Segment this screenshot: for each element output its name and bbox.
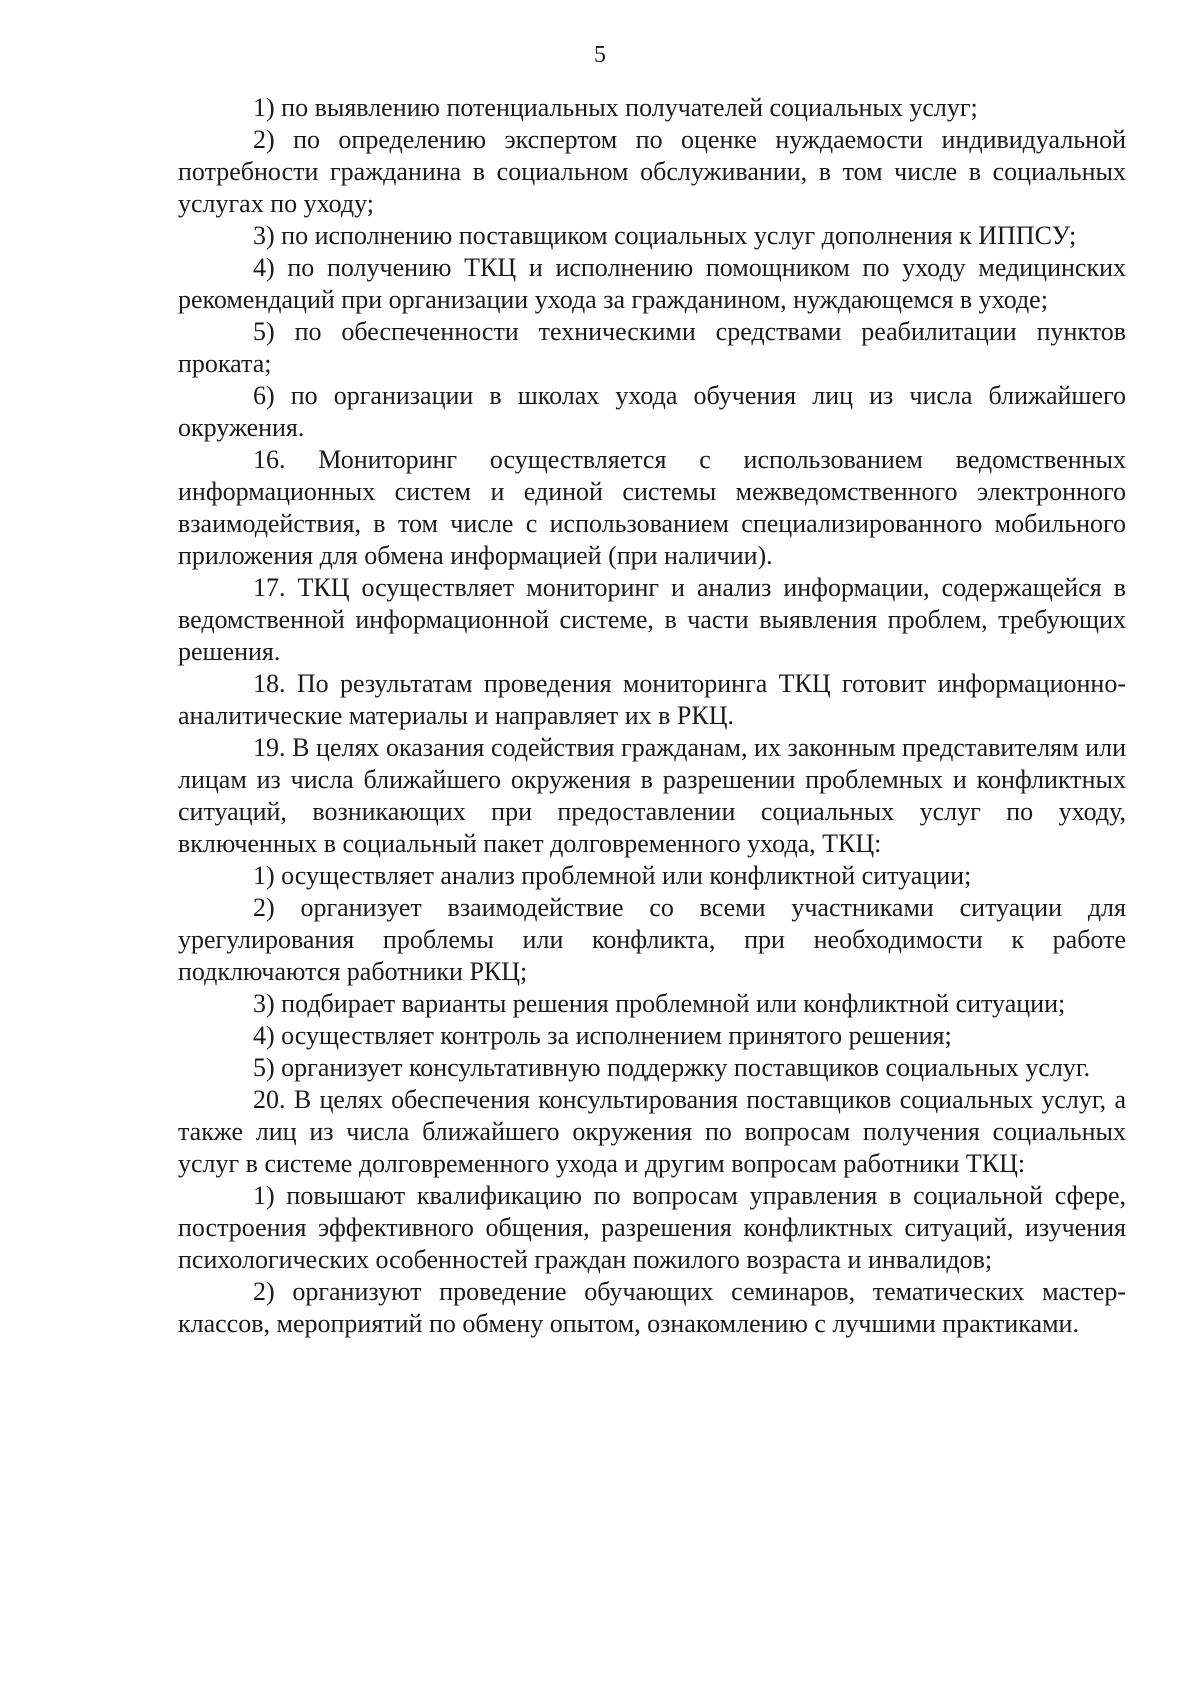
clause-19: 19. В целях оказания содействия гражданам, их законным представителям или лицам из числа ближайшего окружения в разрешении проблемных и конфликтных ситуаций, возникающих при предоставлении социальных услуг по уходу, включенных в социальный пакет долговременного ухода, ТКЦ: [178,733,1126,858]
list-item-expert-assessment: 2) по определению экспертом по оценке нуждаемости индивидуальной потребности гражданина в социальном обслуживании, в том числе в социальных услугах по уходу; [178,125,1126,218]
clause-20-item-2: 2) организуют проведение обучающих семинаров, тематических мастер-классов, мероприятий по обмену опытом, ознакомлению с лучшими практиками. [178,1277,1126,1338]
clause-19-item-2: 2) организует взаимодействие со всеми участниками ситуации для урегулирования проблемы или конфликта, при необходимости к работе подключаются работники РКЦ; [178,893,1126,986]
clause-17: 17. ТКЦ осуществляет мониторинг и анализ информации, содержащейся в ведомственной информационной системе, в части выявления проблем, требующих решения. [178,573,1126,666]
clause-20: 20. В целях обеспечения консультирования поставщиков социальных услуг, а также лиц из числа ближайшего окружения по вопросам получения социальных услуг в системе долговременного ухода и другим вопросам работники ТКЦ: [178,1085,1126,1178]
clause-19-item-4: 4) осуществляет контроль за исполнением принятого решения; [253,1021,952,1050]
page-number: 5 [594,42,606,68]
clause-19-item-5: 5) организует консультативную поддержку поставщиков социальных услуг. [253,1053,1091,1082]
clause-16: 16. Мониторинг осуществляется с использованием ведомственных информационных систем и единой системы межведомственного электронного взаимодействия, в том числе с использованием специализированного мобильного приложения для обмена информацией (при наличии). [178,445,1126,570]
clause-20-item-1: 1) повышают квалификацию по вопросам управления в социальной сфере, построения эффективного общения, разрешения конфликтных ситуаций, изучения психологических особенностей граждан пожилого возраста и инвалидов; [178,1181,1126,1274]
list-item-rehab-equipment: 5) по обеспеченности техническими средствами реабилитации пунктов проката; [178,317,1126,378]
clause-19-item-1: 1) осуществляет анализ проблемной или конфликтной ситуации; [253,861,972,890]
clause-18: 18. По результатам проведения мониторинга ТКЦ готовит информационно-аналитические материалы и направляет их в РКЦ. [178,669,1126,730]
list-item-ippsu-supplement: 3) по исполнению поставщиком социальных услуг дополнения к ИППСУ; [253,221,1077,250]
list-item-medical-recommendations: 4) по получению ТКЦ и исполнению помощником по уходу медицинских рекомендаций при организации ухода за гражданином, нуждающемся в уходе; [178,253,1126,314]
list-item-care-schools: 6) по организации в школах ухода обучения лиц из числа ближайшего окружения. [178,381,1126,442]
list-item-identifying-recipients: 1) по выявлению потенциальных получателей социальных услуг; [253,93,978,122]
clause-19-item-3: 3) подбирает варианты решения проблемной или конфликтной ситуации; [253,989,1066,1018]
document-body [178,92,1126,1340]
